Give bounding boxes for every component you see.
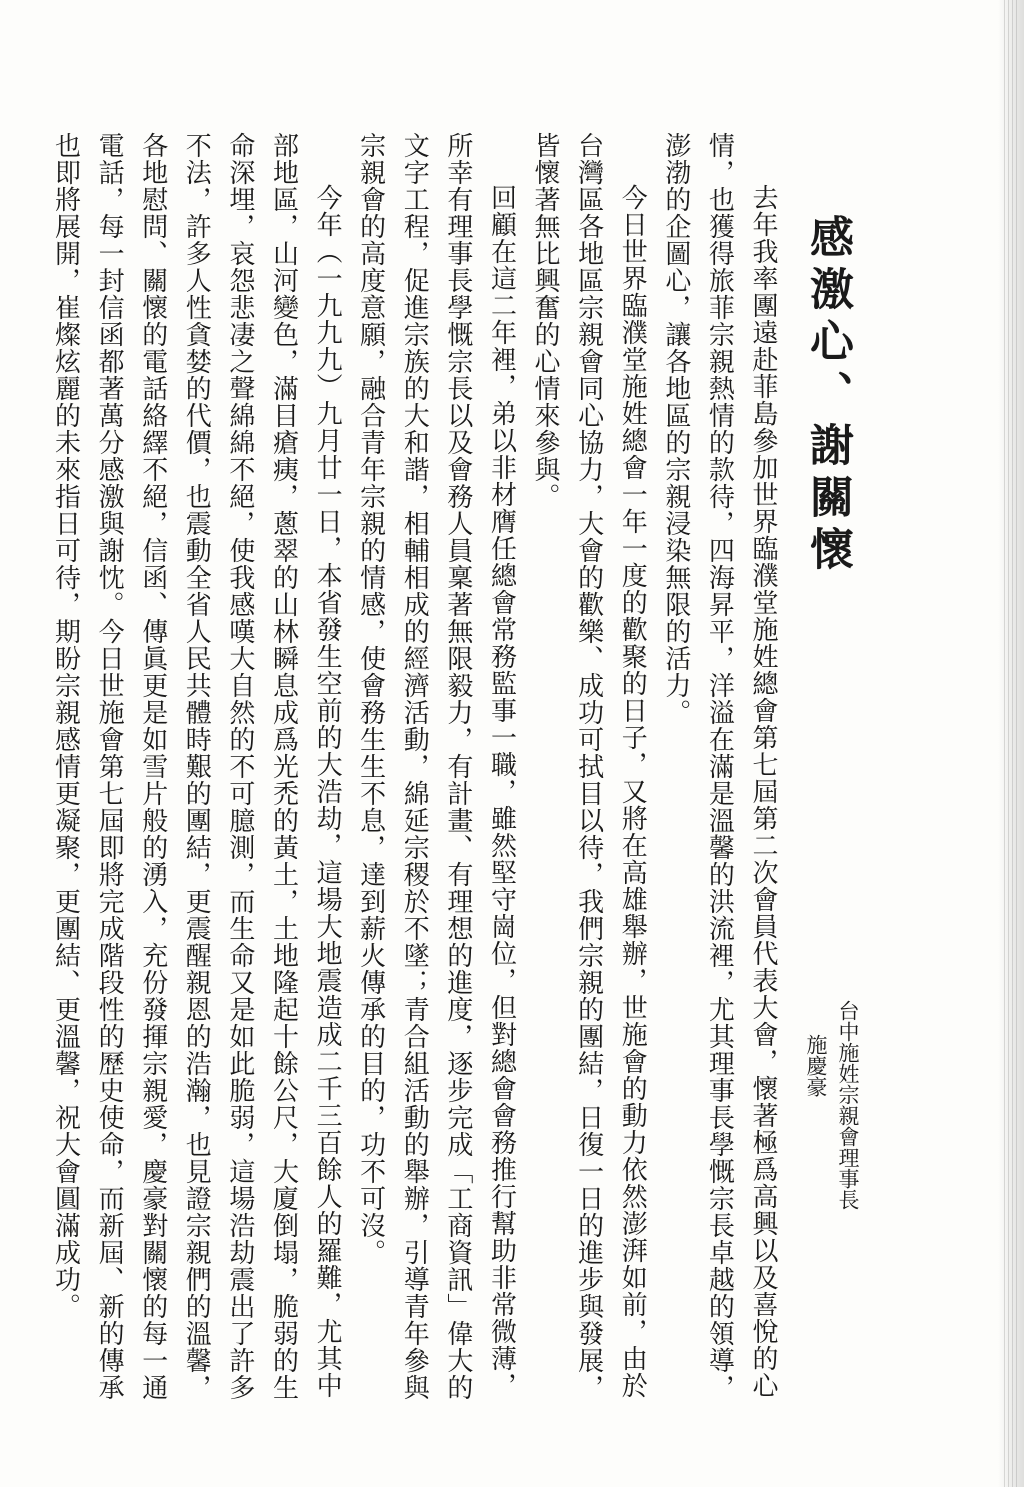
body-line: 澎渤的企圖心，讓各地區的宗親浸染無限的活力。 [660, 132, 691, 726]
page-stack-edges [1004, 0, 1018, 1487]
author-byline [800, 1000, 864, 1380]
body-line: 電話，每一封信函都著萬分感激與謝忱。今日世施會第七屆即將完成階段性的歷史使命，而新屆、新的傳承 [94, 132, 125, 1401]
article-title: 感激心、謝關懷 [802, 214, 853, 578]
body-line: 去年我率團遠赴菲島參加世界臨濮堂施姓總會第七屆第二次會員代表大會，懷著極爲高興以及喜悅的心 [748, 184, 778, 1399]
body-line: 所幸有理事長學慨宗長以及會務人員稟著無限毅力，有計畫、有理想的進度，逐步完成「工商資訊」偉大的 [442, 132, 473, 1401]
body-line: 今年（一九九九）九月廿一日，本省發生空前的大浩劫，這場大地震造成二千三百餘人的羅難，尤其中 [312, 184, 343, 1399]
body-line: 宗親會的高度意願，融合青年宗親的情感，使會務生生不息，達到薪火傳承的目的，功不可沒。 [355, 132, 386, 1266]
body-line: 部地區，山河變色，滿目瘡痍，蔥翠的山林瞬息成爲光禿的黃土，土地隆起十餘公尺，大廈倒塌，脆弱的生 [268, 132, 299, 1401]
body-line: 命深埋，哀怨悲凄之聲綿綿不絕，使我感嘆大自然的不可臆測，而生命又是如此脆弱，這場浩劫震出了許多 [224, 132, 255, 1401]
author-name: 施慶豪 [804, 1034, 828, 1097]
body-line: 今日世界臨濮堂施姓總會一年一度的歡聚的日子，又將在高雄舉辦，世施會的動力依然澎湃如前，由於 [617, 184, 648, 1399]
body-line: 文字工程，促進宗族的大和諧，相輔相成的經濟活動，綿延宗稷於不墜；青合組活動的舉辦，引導青年參與 [399, 132, 430, 1401]
body-line: 皆懷著無比興奮的心情來參與。 [530, 132, 561, 510]
body-line: 也即將展開，崔燦炫麗的未來指日可待，期盼宗親感情更凝聚，更團結、更溫馨，祝大會圓滿成功。 [50, 132, 81, 1320]
body-line: 情，也獲得旅菲宗親熱情的款待，四海昇平，洋溢在滿是溫馨的洪流裡，尤其理事長學慨宗長卓越的領導， [704, 132, 735, 1401]
author-role: 台中施姓宗親會理事長 [836, 1000, 860, 1210]
body-line: 不法，許多人性貪婪的代價，也震動全省人民共體時艱的團結，更震醒親恩的浩瀚，也見證宗親們的溫馨， [181, 132, 212, 1401]
body-line: 回顧在這二年裡，弟以非材膺任總會常務監事一職，雖然堅守崗位，但對總會會務推行幫助非常微薄， [486, 184, 517, 1399]
article-body [43, 132, 784, 1412]
body-line: 台灣區各地區宗親會同心協力，大會的歡樂、成功可拭目以待，我們宗親的團結，日復一日的進步與發展， [573, 132, 604, 1401]
body-line: 各地慰問、關懷的電話絡繹不絕，信函、傳眞更是如雪片般的湧入，充份發揮宗親愛，慶豪對關懷的每一通 [137, 132, 168, 1401]
